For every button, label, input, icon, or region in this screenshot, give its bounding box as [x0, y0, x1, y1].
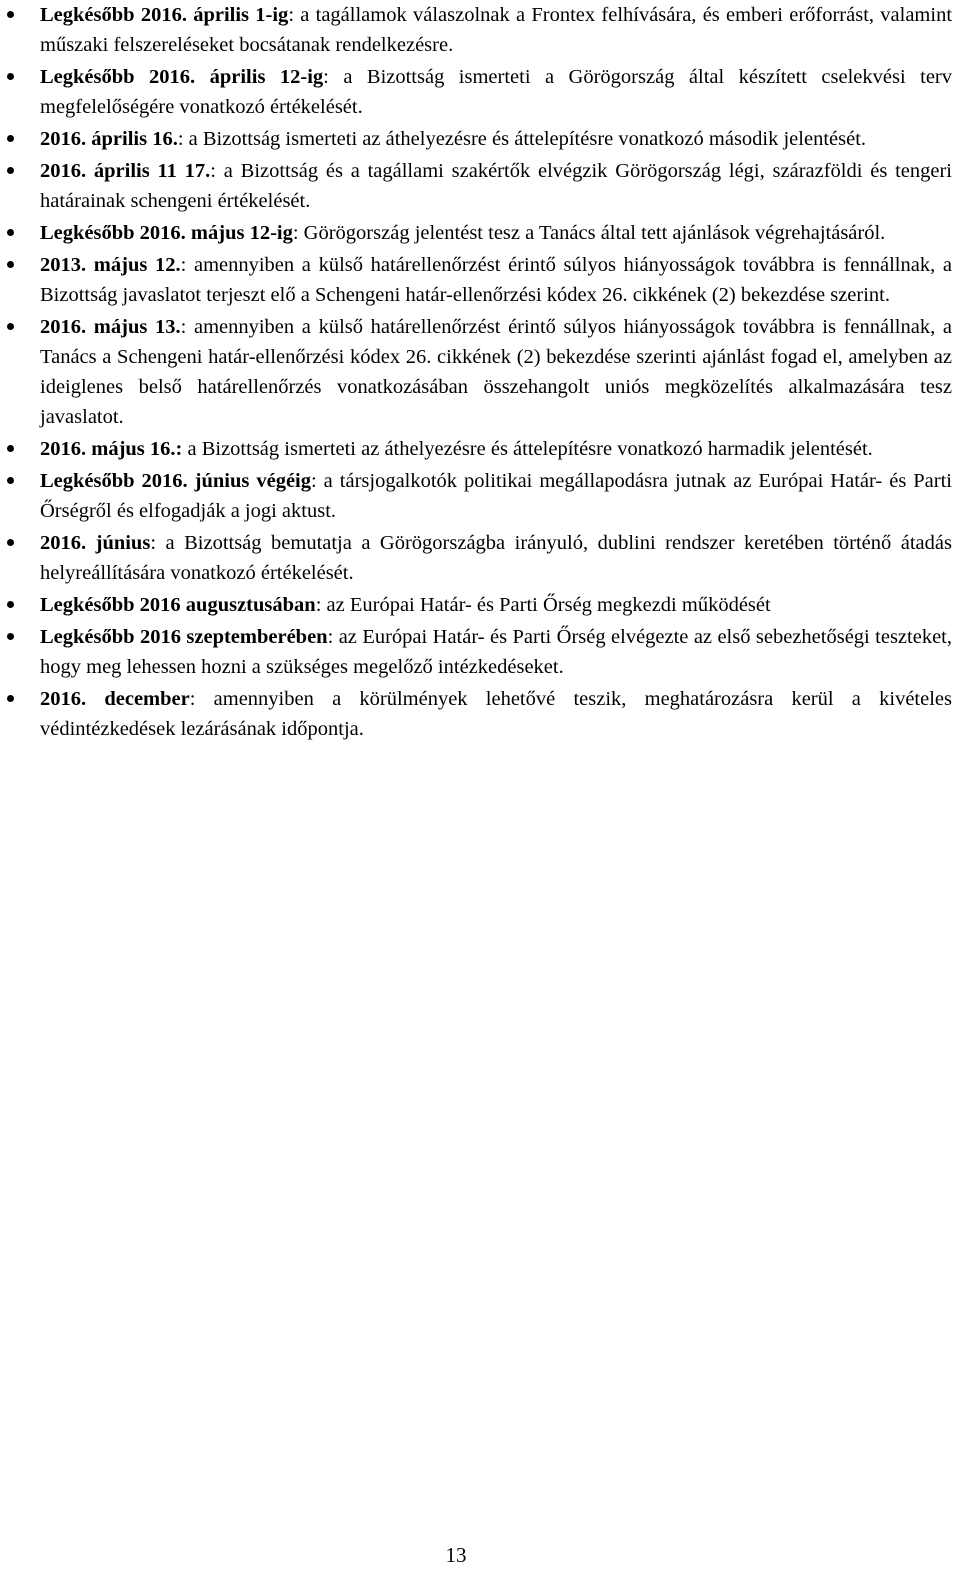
item-text: : a tagállamok válaszolnak a Frontex felhívására, és emberi erőforrást, valamint műszaki felszereléseket bocsátanak rendelkezésre. — [40, 4, 953, 56]
bullet-icon — [7, 323, 14, 330]
item-text: : az Európai Határ- és Parti Őrség megkezdi működését — [315, 594, 771, 616]
list-item — [40, 528, 952, 588]
bullet-icon — [7, 135, 14, 142]
list-item — [40, 250, 952, 310]
bullet-icon — [7, 477, 14, 484]
item-date: 2016. május 13. — [40, 316, 181, 338]
item-date: 2016. június — [40, 532, 151, 554]
bullet-icon — [7, 539, 14, 546]
item-text: : a Bizottság ismerteti az áthelyezésre és áttelepítésre vonatkozó második jelentését. — [177, 128, 867, 150]
list-item — [40, 312, 952, 432]
bullet-icon — [7, 633, 14, 640]
item-date: 2013. május 12. — [40, 254, 181, 276]
item-text: : a Bizottság bemutatja a Görögországba irányuló, dublini rendszer keretében történő átadás helyreállítására vonatkozó értékelését. — [40, 532, 952, 584]
item-text: : az Európai Határ- és Parti Őrség elvégezte az első sebezhetőségi teszteket, hogy meg lehessen hozni a szükséges megelőző intézkedéseket. — [40, 626, 952, 678]
bullet-icon — [7, 601, 14, 608]
list-item — [40, 124, 952, 154]
list-item — [40, 434, 952, 464]
list-item — [40, 62, 952, 122]
item-text: : a Bizottság ismerteti a Görögország által készített cselekvési terv megfelelőségére vonatkozó értékelését. — [40, 66, 953, 118]
list-item — [40, 0, 952, 60]
bullet-icon — [7, 11, 14, 18]
item-date: Legkésőbb 2016 szeptemberében — [40, 626, 328, 648]
item-text: : amennyiben a külső határellenőrzést érintő súlyos hiányosságok továbbra is fennállnak, a Tanács a Schengeni határ-ellenőrzési kódex 26. cikkének (2) bekezdése szerinti ajánlást fogad el, amelyben az ideiglenes belső határellenőrzés vonatkozásában összehangolt uniós megközelítés alkalmazására tesz javaslatot. — [40, 316, 952, 428]
bullet-icon — [7, 229, 14, 236]
list-item — [40, 590, 952, 620]
bullet-icon — [7, 261, 14, 268]
page-number: 13 — [445, 1543, 467, 1567]
item-text: : Görögország jelentést tesz a Tanács által tett ajánlások végrehajtásáról. — [292, 222, 886, 244]
item-date: 2016. április 16. — [40, 128, 178, 150]
item-date: Legkésőbb 2016. május 12-ig — [40, 222, 293, 244]
item-text: : amennyiben a külső határellenőrzést érintő súlyos hiányosságok továbbra is fennállnak, a Bizottság javaslatot terjeszt elő a Schengeni határ-ellenőrzési kódex 26. cikkének (2) bekezdése szerint. — [40, 254, 952, 306]
timeline-bullet-list — [40, 0, 952, 746]
list-item — [40, 218, 952, 248]
item-text: : a társjogalkotók politikai megállapodásra jutnak az Európai Határ- és Parti Őrségről és elfogadják a jogi aktust. — [40, 470, 952, 522]
bullet-icon — [7, 445, 14, 452]
item-text: : a Bizottság és a tagállami szakértők elvégzik Görögország légi, szárazföldi és tengeri határainak schengeni értékelését. — [40, 160, 952, 212]
item-date: Legkésőbb 2016. június végéig — [40, 470, 311, 492]
bullet-icon — [7, 167, 14, 174]
bullet-icon — [7, 695, 14, 702]
item-text: a Bizottság ismerteti az áthelyezésre és áttelepítésre vonatkozó harmadik jelentését. — [182, 438, 873, 460]
item-text: : amennyiben a körülmények lehetővé teszik, meghatározásra kerül a kivételes védintézkedések lezárásának időpontja. — [40, 688, 952, 740]
list-item — [40, 466, 952, 526]
list-item — [40, 684, 952, 744]
item-date: Legkésőbb 2016. április 12-ig — [40, 66, 324, 88]
item-date: 2016. május 16.: — [40, 438, 183, 460]
item-date: 2016. december — [40, 688, 190, 710]
list-item — [40, 622, 952, 682]
list-item — [40, 156, 952, 216]
item-date: 2016. április 11 17. — [40, 160, 211, 182]
item-date: Legkésőbb 2016. április 1-ig — [40, 4, 289, 26]
bullet-icon — [7, 73, 14, 80]
item-date: Legkésőbb 2016 augusztusában — [40, 594, 316, 616]
